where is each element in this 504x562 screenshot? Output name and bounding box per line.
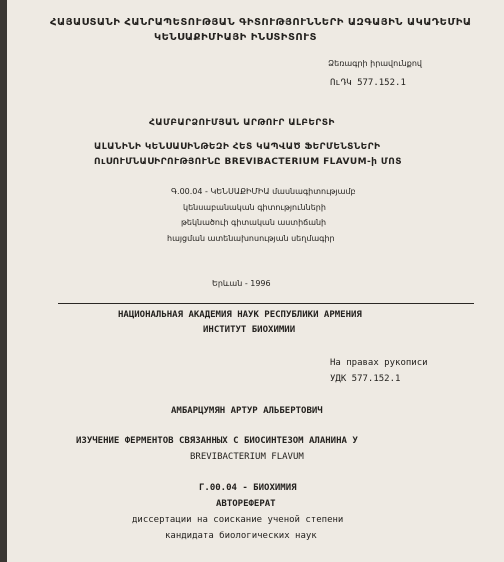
- russian-manuscript-rights: На правах рукописи: [330, 358, 428, 368]
- russian-purpose-line2: кандидата биологических наук: [165, 531, 317, 541]
- armenian-title-line2: ՈւՍՈՒՄՆԱՍԻՐՈՒԹՅՈՒՆԸ BREVIBACTERIUM FLAVUM-ի ՄՈՏ: [94, 157, 402, 167]
- russian-udc-number: УДК 577.152.1: [330, 374, 401, 384]
- armenian-institution-line2: ԿԵՆՍԱՔԻՄԻԱՅԻ ԻՆՍՏԻՏՈՒՏ: [154, 32, 317, 43]
- russian-specialty: Г.00.04 - БИОХИМИЯ: [199, 483, 297, 493]
- armenian-degree-line3: հայցման ատենախոսության սեղմագիր: [167, 234, 335, 243]
- armenian-udc-number: ՈւԴԿ 577.152.1: [330, 78, 406, 88]
- russian-document-type: АВТОРЕФЕРАТ: [216, 499, 276, 509]
- russian-purpose-line1: диссертации на соискание ученой степени: [132, 515, 344, 525]
- russian-title-line2: BREVIBACTERIUM FLAVUM: [190, 452, 304, 462]
- armenian-title-line1: ԱԼԱՆԻՆԻ ԿԵՆՍԱՍԻՆԹԵԶԻ ՀԵՏ ԿԱՊՎԱԾ ՖԵՐՄԵՆՏՆԵՐԻ: [94, 142, 381, 152]
- section-divider: [58, 303, 474, 304]
- armenian-degree-line2: թեկնածուի գիտական աստիճանի: [181, 218, 327, 227]
- armenian-institution-line1: ՀԱՅԱՍՏԱՆԻ ՀԱՆՐԱՊԵՏՈՒԹՅԱՆ ԳԻՏՈՒԹՅՈՒՆՆԵՐԻ ԱԶԳԱՅԻՆ ԱԿԱԴԵՄԻԱ: [50, 17, 472, 28]
- russian-institution-line1: НАЦИОНАЛЬНАЯ АКАДЕМИЯ НАУК РЕСПУБЛИКИ АРМЕНИЯ: [118, 310, 362, 320]
- binding-edge: [0, 0, 7, 562]
- russian-title-line1: ИЗУЧЕНИЕ ФЕРМЕНТОВ СВЯЗАННЫХ С БИОСИНТЕЗОМ АЛАНИНА У: [76, 436, 358, 446]
- russian-author-name: АМБАРЦУМЯН АРТУР АЛЬБЕРТОВИЧ: [171, 406, 323, 416]
- russian-institution-line2: ИНСТИТУТ БИОХИМИИ: [203, 325, 296, 335]
- armenian-specialty: Գ.00.04 - ԿԵՆՍԱՔԻՄԻԱ մասնագիտությամբ: [171, 187, 356, 196]
- armenian-degree-line1: կենսաբանական գիտությունների: [183, 203, 326, 212]
- armenian-city-year: Երևան - 1996: [212, 279, 271, 288]
- armenian-manuscript-rights: Ձեռագրի իրավունքով: [328, 59, 422, 68]
- armenian-author-name: ՀԱՄԲԱՐՁՈՒՄՅԱՆ ԱՐԹՈՒՐ ԱԼԲԵՐՏԻ: [149, 118, 335, 128]
